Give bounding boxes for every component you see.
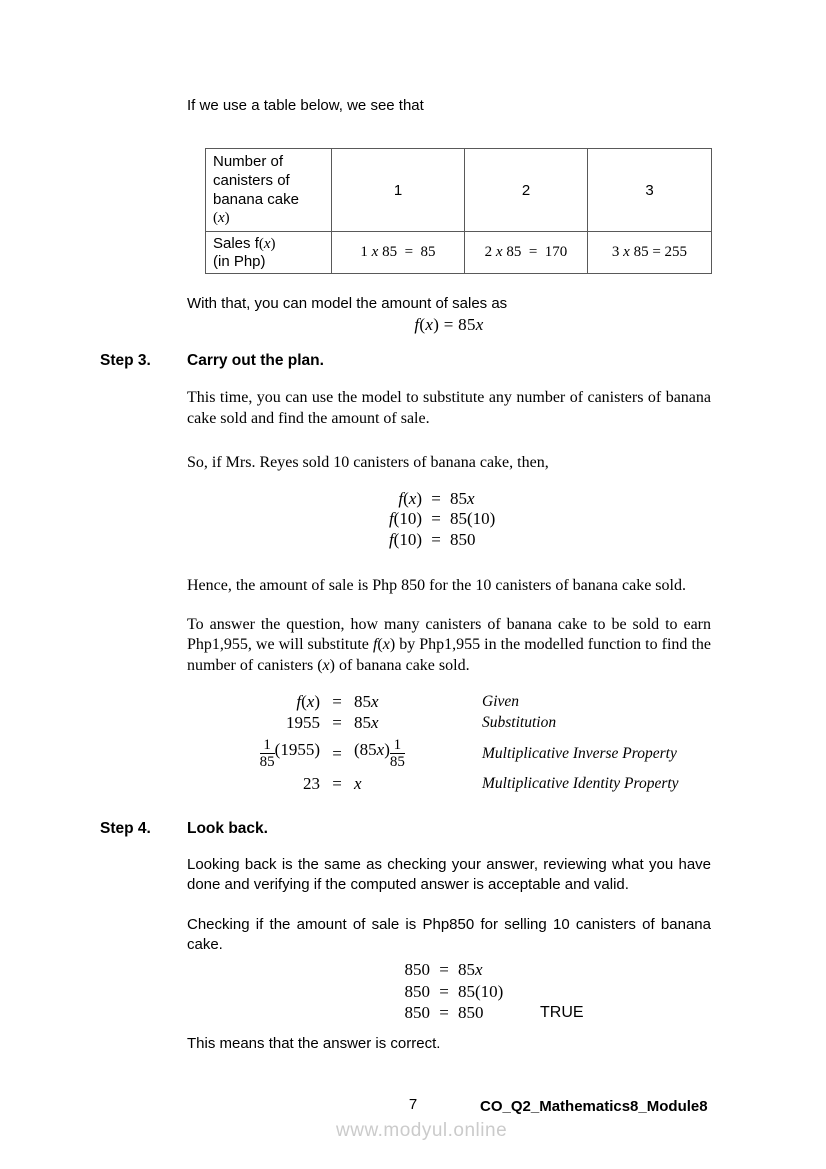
deriv4-note: Multiplicative Identity Property [482,775,679,792]
step3-paragraph-1: This time, you can use the model to substitute any number of canisters of banana cake sold and find the amount of sale. [187,389,711,427]
deriv4-sign: = [332,774,342,793]
eq1-rhs: 85x [450,488,475,508]
sales-label-math: (x) [258,236,276,252]
check2-spacer [540,981,826,1003]
sales-label [213,235,325,253]
eq1-lhs: f(x) [398,488,422,508]
deriv2-note: Substitution [482,714,557,731]
model-lead-text: With that, you can model the amount of sales as [187,295,508,312]
row-label-canisters [206,149,332,232]
fraction-numerator: 1 [390,737,405,754]
derivation-block [200,692,826,794]
check-equation-block [365,959,826,1024]
fraction-numerator: 1 [260,737,275,754]
check2-rhs: 85(10) [458,981,504,1001]
p4-text-2: by Php1,955 in the modelled function to find the number of canisters [187,636,712,674]
eq3-lhs: f(10) [388,529,422,549]
model-formula: f(x) = 85x [414,315,484,334]
step4-heading [100,820,826,838]
step3-heading [100,352,826,370]
step4-paragraph-3: This means that the answer is correct. [187,1034,441,1052]
p4-text-1: To answer the question, how many canisters of banana cake to be sold to earn Php1,955, we will substitute [187,615,711,653]
step3-paragraph-4 [187,615,711,677]
step3-paragraph-3: Hence, the amount of sale is Php 850 for the 10 canisters of banana cake sold. [187,577,686,594]
eq1-sign: = [431,488,441,508]
intro-text: If we use a table below, we see that [187,97,424,114]
step3-title: Carry out the plan. [187,352,324,369]
check1-lhs: 850 [404,960,430,979]
label-math-x: (x) [213,210,230,226]
deriv3-rhs [354,734,482,773]
row-label-sales [206,232,332,274]
deriv3-rhs-paren: (85x) [354,740,390,759]
step4-paragraph-1: Looking back is the same as checking your answer, reviewing what you have done and verifying if the computed answer is acceptable and valid. [187,856,711,893]
canisters-value-2: 2 [465,149,588,232]
canisters-value-1: 1 [332,149,465,232]
page-number: 7 [408,1096,418,1113]
eq2-lhs: f(10) [388,509,422,528]
equation-block-substitution [340,489,826,551]
deriv3-lhs-paren: (1955) [274,740,320,759]
sales-value-1: 1 x 85 = 85 [332,232,465,274]
deriv3-note: Multiplicative Inverse Property [482,744,677,762]
deriv1-sign: = [332,692,342,711]
eq2-rhs: 85(10) [450,509,496,528]
canisters-value-3: 3 [588,149,712,232]
deriv4-rhs: x [354,774,362,793]
p4-math-x: (x) [317,656,335,674]
fraction-denominator: 85 [259,754,275,770]
eq3-sign: = [431,529,441,549]
step4-label: Step 4. [100,820,151,837]
deriv4-lhs: 23 [303,774,320,793]
deriv2-rhs: 85x [354,713,379,732]
sales-table [205,148,712,274]
step3-paragraph-2: So, if Mrs. Reyes sold 10 canisters of banana cake, then, [187,454,549,471]
check1-rhs: 85x [458,960,483,979]
fraction-denominator: 85 [389,754,405,770]
watermark-text: www.modyul.online [336,1120,508,1141]
step4-title: Look back. [187,820,268,837]
p4-text-3: of banana cake sold. [334,656,470,674]
sales-label-prefix: Sales f [213,235,259,252]
p4-math-fx: f(x) [372,636,396,653]
deriv1-rhs: 85x [354,692,379,711]
deriv3-sign: = [332,743,342,763]
sales-label-unit: (in Php) [213,253,266,270]
deriv1-lhs: f(x) [296,692,320,711]
check3-sign: = [439,1003,449,1022]
fraction-1-over-85 [260,737,275,770]
deriv2-lhs: 1955 [286,713,320,732]
check3-rhs: 850 [458,1003,484,1022]
check2-lhs: 850 [404,981,430,1001]
deriv1-note: Given [482,693,520,710]
sales-value-2: 2 x 85 = 170 [465,232,588,274]
table-row-header [206,149,712,232]
check2-sign: = [439,981,449,1001]
eq3-rhs: 850 [450,529,476,549]
check3-lhs: 850 [404,1003,430,1022]
fraction-1-over-85 [390,737,405,770]
label-line: canisters of [213,172,290,189]
deriv2-sign: = [332,713,342,732]
step4-paragraph-2: Checking if the amount of sale is Php850 for selling 10 canisters of banana cake. [187,916,711,953]
check1-sign: = [439,960,449,979]
deriv3-lhs [200,734,320,773]
sales-value-3: 3 x 85 = 255 [588,232,712,274]
eq2-sign: = [431,509,441,528]
step3-label: Step 3. [100,352,151,369]
label-line: banana cake [213,191,299,208]
label-line: Number of [213,153,284,170]
check-true-tag: TRUE [540,1004,584,1021]
check1-spacer [540,959,826,981]
module-code: CO_Q2_Mathematics8_Module8 [480,1098,708,1115]
table-row-sales [206,232,712,274]
